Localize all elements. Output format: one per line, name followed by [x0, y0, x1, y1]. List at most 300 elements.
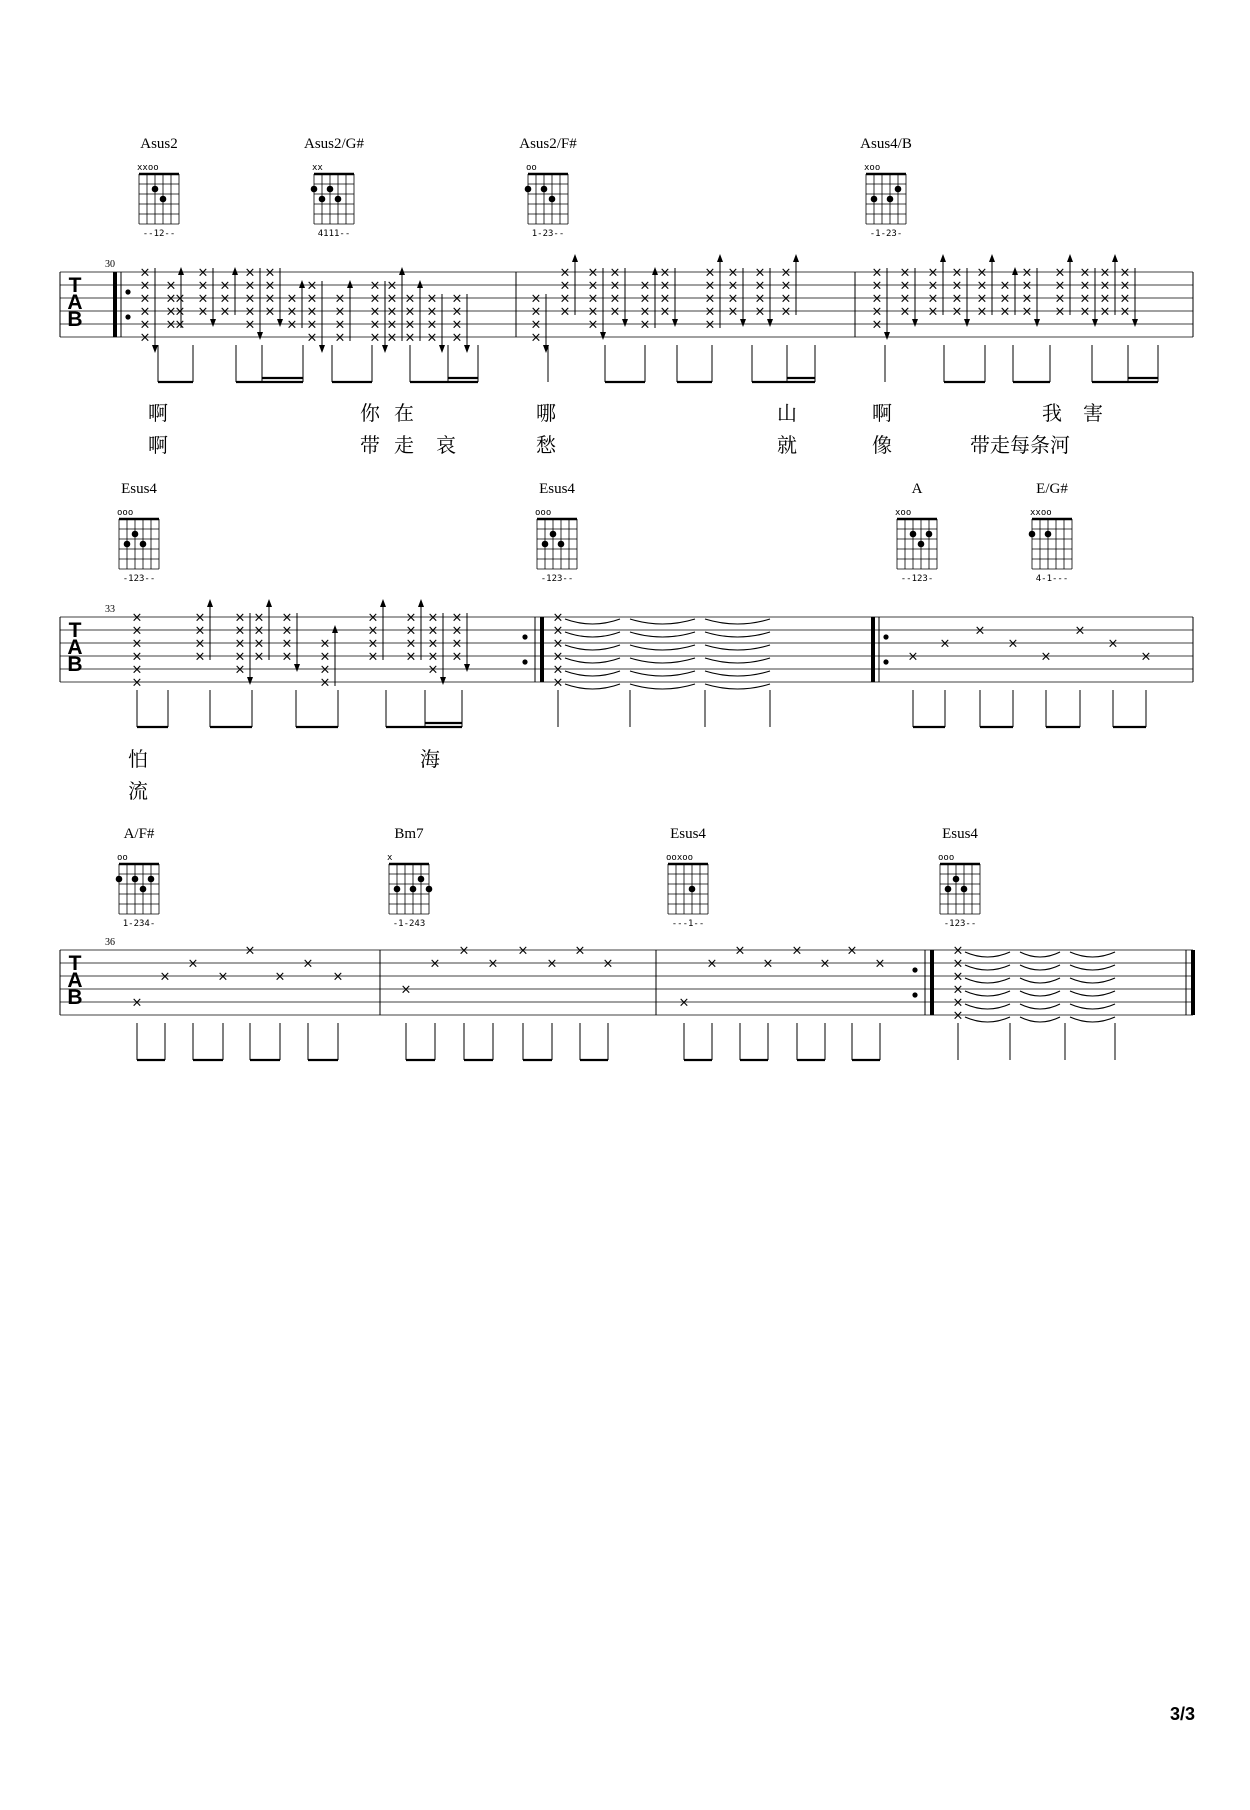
strum-x: ×	[976, 278, 988, 294]
chord-name: Esus4	[121, 481, 157, 497]
strum-x: ×	[427, 623, 439, 639]
lyrics	[128, 401, 1103, 803]
strum-x: ×	[609, 265, 621, 281]
arrow-head	[600, 332, 606, 340]
strum-x: ×	[369, 330, 381, 346]
tie	[565, 619, 620, 624]
chord-diagram	[304, 136, 365, 239]
tie	[1020, 1004, 1060, 1009]
arpeggio-x: ×	[574, 943, 586, 959]
strum-x: ×	[319, 636, 331, 652]
arpeggio-x: ×	[819, 956, 831, 972]
strum-x: ×	[871, 291, 883, 307]
tied-x: ×	[952, 1008, 964, 1024]
chord-open-marks: ooo	[535, 508, 552, 518]
strum-x: ×	[131, 636, 143, 652]
strum-x: ×	[927, 304, 939, 320]
finger-dot	[549, 196, 556, 203]
strum-x: ×	[369, 317, 381, 333]
lyric-line-2-syllable: 啊	[148, 433, 168, 457]
finger-dot	[926, 531, 933, 538]
tie	[1070, 1004, 1115, 1009]
tab-clef-letter: B	[67, 653, 83, 676]
measure-number: 36	[105, 937, 115, 948]
arrow-head	[1067, 254, 1073, 262]
chord-fingering: -123--	[943, 919, 977, 929]
strum-x: ×	[253, 623, 265, 639]
finger-dot	[124, 541, 131, 548]
arrow-head	[294, 664, 300, 672]
tie	[565, 658, 620, 663]
strum-x: ×	[286, 291, 298, 307]
arrow-head	[652, 267, 658, 275]
lyric-line-1-syllable: 哪	[536, 401, 556, 425]
chord-name: Asus2	[140, 136, 178, 152]
strum-x: ×	[999, 291, 1011, 307]
lyric-line-1-syllable: 我	[1042, 401, 1062, 425]
chord-name: Asus2/G#	[303, 136, 365, 152]
arrow-head	[767, 319, 773, 327]
finger-dot	[542, 541, 549, 548]
strum-x: ×	[306, 278, 318, 294]
repeat-dot	[912, 992, 917, 997]
lyric-line-2-syllable: 像	[872, 433, 892, 457]
strum-x: ×	[704, 304, 716, 320]
arrow-head	[672, 319, 678, 327]
strum-x: ×	[559, 291, 571, 307]
strum-x: ×	[927, 278, 939, 294]
strum-x: ×	[871, 278, 883, 294]
arpeggio-x: ×	[546, 956, 558, 972]
strum-x: ×	[530, 304, 542, 320]
strum-x: ×	[754, 278, 766, 294]
lyric-line-2-syllable: 带走每条河	[970, 433, 1070, 457]
strum-x: ×	[1021, 304, 1033, 320]
strum-x: ×	[264, 278, 276, 294]
chord-open-marks: oo	[526, 163, 537, 173]
finger-dot	[116, 876, 123, 883]
strum-x: ×	[1099, 278, 1111, 294]
arpeggio-x: ×	[874, 956, 886, 972]
strum-x: ×	[139, 291, 151, 307]
arpeggio-x: ×	[458, 943, 470, 959]
tied-x: ×	[952, 956, 964, 972]
arpeggio-x: ×	[159, 969, 171, 985]
tied-x: ×	[552, 662, 564, 678]
strum-x: ×	[704, 265, 716, 281]
arrow-head	[717, 254, 723, 262]
lyric-line-1-syllable: 怕	[128, 747, 148, 771]
arrow-head	[464, 345, 470, 353]
arrow-head	[210, 319, 216, 327]
chord-fingering: -1-243	[392, 919, 426, 929]
strum-x: ×	[639, 291, 651, 307]
strum-x: ×	[927, 291, 939, 307]
strum-x: ×	[334, 304, 346, 320]
lyric-line-2-syllable: 走	[394, 433, 414, 457]
strum-x: ×	[369, 278, 381, 294]
strum-x: ×	[197, 291, 209, 307]
strum-x: ×	[530, 330, 542, 346]
strum-x: ×	[405, 649, 417, 665]
arrow-head	[178, 267, 184, 275]
strum-x: ×	[1079, 304, 1091, 320]
strum-x: ×	[334, 330, 346, 346]
strum-x: ×	[131, 675, 143, 691]
strum-x: ×	[1119, 304, 1131, 320]
strum-x: ×	[451, 623, 463, 639]
strum-x: ×	[1021, 265, 1033, 281]
strum-x: ×	[451, 291, 463, 307]
strum-x: ×	[404, 291, 416, 307]
strum-x: ×	[427, 636, 439, 652]
tie	[1070, 978, 1115, 983]
lyric-line-2-syllable: 流	[128, 779, 148, 803]
strum-x: ×	[234, 610, 246, 626]
finger-dot	[418, 876, 425, 883]
strum-x: ×	[951, 304, 963, 320]
lyric-line-1-syllable: 你	[360, 401, 380, 425]
strum-x: ×	[369, 291, 381, 307]
strum-x: ×	[999, 278, 1011, 294]
strum-x: ×	[639, 304, 651, 320]
tie	[1070, 952, 1115, 957]
measure-number: 30	[105, 259, 115, 270]
chord-diagram	[938, 826, 980, 929]
strum-x: ×	[194, 610, 206, 626]
strum-x: ×	[306, 304, 318, 320]
chord-fingering: 4-1---	[1035, 574, 1069, 584]
strum-x: ×	[244, 291, 256, 307]
tab-staves	[60, 259, 1193, 1015]
tied-x: ×	[552, 649, 564, 665]
strum-x: ×	[404, 330, 416, 346]
page-number: 3/3	[1169, 1704, 1195, 1724]
strum-x: ×	[780, 278, 792, 294]
chord-name: A	[911, 481, 923, 497]
chord-open-marks: xx	[312, 163, 323, 173]
strum-x: ×	[386, 291, 398, 307]
strum-x: ×	[131, 610, 143, 626]
strum-x: ×	[427, 649, 439, 665]
arrow-head	[439, 345, 445, 353]
strum-x: ×	[165, 317, 177, 333]
finger-dot	[160, 196, 167, 203]
strum-x: ×	[704, 317, 716, 333]
finger-dot	[311, 186, 318, 193]
finger-dot	[410, 886, 417, 893]
chord-name: Asus2/F#	[519, 136, 577, 152]
lyric-line-2-syllable: 愁	[536, 433, 556, 457]
strum-x: ×	[174, 304, 186, 320]
strum-x: ×	[976, 304, 988, 320]
chord-fingering: 1-234-	[122, 919, 156, 929]
strum-x: ×	[139, 330, 151, 346]
tab-clef-letter: B	[67, 986, 83, 1009]
strum-x: ×	[319, 675, 331, 691]
arrow-head	[207, 599, 213, 607]
tied-x: ×	[552, 610, 564, 626]
strum-x: ×	[253, 649, 265, 665]
tab-clef-letter: A	[67, 969, 83, 992]
tie	[1020, 1017, 1060, 1022]
arpeggio-x: ×	[1140, 649, 1152, 665]
tie	[965, 965, 1010, 970]
strum-x: ×	[976, 291, 988, 307]
arrow-head	[1034, 319, 1040, 327]
strum-x: ×	[367, 623, 379, 639]
strum-x: ×	[451, 304, 463, 320]
chord-diagram	[666, 826, 708, 929]
tie	[630, 632, 695, 637]
strum-x: ×	[1054, 291, 1066, 307]
arrow-head	[380, 599, 386, 607]
lyric-line-1-syllable: 在	[394, 401, 414, 425]
tab-clef-letter: T	[68, 619, 82, 642]
strum-x: ×	[319, 662, 331, 678]
chord-open-marks: ooo	[938, 853, 955, 863]
strum-x: ×	[1079, 278, 1091, 294]
strum-x: ×	[367, 649, 379, 665]
strum-x: ×	[219, 304, 231, 320]
strum-x: ×	[131, 623, 143, 639]
strum-x: ×	[426, 317, 438, 333]
strum-x: ×	[587, 265, 599, 281]
tie	[705, 645, 770, 650]
finger-dot	[550, 531, 557, 538]
strum-x: ×	[727, 278, 739, 294]
strum-x: ×	[219, 278, 231, 294]
strum-x: ×	[899, 304, 911, 320]
strum-x: ×	[780, 304, 792, 320]
tie	[1070, 1017, 1115, 1022]
arrow-head	[277, 319, 283, 327]
strum-x: ×	[426, 330, 438, 346]
strum-x: ×	[559, 265, 571, 281]
arpeggio-x: ×	[1074, 623, 1086, 639]
strum-x: ×	[659, 304, 671, 320]
strum-x: ×	[367, 636, 379, 652]
finger-dot	[132, 531, 139, 538]
finger-dot	[426, 886, 433, 893]
arpeggio-x: ×	[1040, 649, 1052, 665]
arrow-head	[1132, 319, 1138, 327]
strum-x: ×	[1119, 265, 1131, 281]
strum-x: ×	[139, 317, 151, 333]
arpeggio-x: ×	[706, 956, 718, 972]
strum-x: ×	[659, 291, 671, 307]
finger-dot	[152, 186, 159, 193]
strum-x: ×	[234, 636, 246, 652]
chord-open-marks: xxoo	[1030, 508, 1052, 518]
strum-x: ×	[264, 291, 276, 307]
strum-x: ×	[976, 265, 988, 281]
tie	[630, 671, 695, 676]
arrow-head	[152, 345, 158, 353]
tie	[965, 991, 1010, 996]
finger-dot	[945, 886, 952, 893]
strum-x: ×	[951, 278, 963, 294]
finger-dot	[394, 886, 401, 893]
strum-x: ×	[197, 265, 209, 281]
arrow-head	[399, 267, 405, 275]
strum-x: ×	[951, 291, 963, 307]
strum-x: ×	[139, 304, 151, 320]
strum-x: ×	[281, 610, 293, 626]
chord-open-marks: xoo	[864, 163, 881, 173]
tie	[565, 645, 620, 650]
strum-x: ×	[334, 317, 346, 333]
arpeggio-x: ×	[400, 982, 412, 998]
strum-x: ×	[286, 317, 298, 333]
tied-x: ×	[952, 995, 964, 1011]
strum-x: ×	[131, 649, 143, 665]
chord-name: Esus4	[670, 826, 706, 842]
strum-x: ×	[306, 317, 318, 333]
strum-x: ×	[194, 636, 206, 652]
chord-open-marks: ooxoo	[666, 853, 694, 863]
tie	[630, 658, 695, 663]
finger-dot	[689, 886, 696, 893]
lyric-line-1-syllable: 害	[1083, 401, 1103, 425]
strum-x: ×	[427, 662, 439, 678]
tie	[565, 632, 620, 637]
chord-name: Esus4	[539, 481, 575, 497]
strum-x: ×	[264, 304, 276, 320]
arrow-head	[989, 254, 995, 262]
strum-x: ×	[264, 265, 276, 281]
strum-x: ×	[587, 291, 599, 307]
tab-clef-letter: B	[67, 308, 83, 331]
tie	[705, 658, 770, 663]
arrow-head	[464, 664, 470, 672]
arrow-head	[417, 280, 423, 288]
tie	[1020, 978, 1060, 983]
arpeggio-x: ×	[734, 943, 746, 959]
chord-name: Esus4	[942, 826, 978, 842]
finger-dot	[148, 876, 155, 883]
strum-x: ×	[386, 330, 398, 346]
strum-x: ×	[754, 265, 766, 281]
strum-x: ×	[609, 278, 621, 294]
strum-x: ×	[639, 278, 651, 294]
strum-x: ×	[405, 623, 417, 639]
finger-dot	[132, 876, 139, 883]
chord-fingering: -1-23-	[869, 229, 903, 239]
strum-x: ×	[426, 291, 438, 307]
strum-x: ×	[165, 304, 177, 320]
finger-dot	[910, 531, 917, 538]
strum-x: ×	[727, 291, 739, 307]
arpeggio-x: ×	[517, 943, 529, 959]
strum-x: ×	[244, 265, 256, 281]
strum-x: ×	[219, 291, 231, 307]
strum-x: ×	[281, 636, 293, 652]
arrow-head	[332, 625, 338, 633]
chord-name: A/F#	[123, 826, 155, 842]
strum-x: ×	[999, 304, 1011, 320]
strum-x: ×	[131, 662, 143, 678]
strum-x: ×	[1054, 278, 1066, 294]
finger-dot	[525, 186, 532, 193]
finger-dot	[918, 541, 925, 548]
strum-x: ×	[306, 330, 318, 346]
strum-x: ×	[530, 291, 542, 307]
strum-x: ×	[386, 304, 398, 320]
tie	[1070, 991, 1115, 996]
arrow-head	[940, 254, 946, 262]
strum-x: ×	[780, 265, 792, 281]
measure-number: 33	[105, 604, 115, 615]
finger-dot	[335, 196, 342, 203]
tie	[705, 632, 770, 637]
chord-open-marks: xxoo	[137, 163, 159, 173]
finger-dot	[319, 196, 326, 203]
tie	[1070, 965, 1115, 970]
strum-x: ×	[559, 278, 571, 294]
tied-x: ×	[552, 636, 564, 652]
arpeggio-x: ×	[217, 969, 229, 985]
chord-diagram	[535, 481, 577, 584]
tie	[565, 671, 620, 676]
tie	[705, 684, 770, 689]
strum-x: ×	[234, 662, 246, 678]
strum-x: ×	[174, 291, 186, 307]
chord-fingering: 4111--	[317, 229, 351, 239]
chord-fingering: -123--	[540, 574, 574, 584]
arpeggio-x: ×	[131, 995, 143, 1011]
strum-x: ×	[727, 304, 739, 320]
strum-x: ×	[334, 291, 346, 307]
finger-dot	[887, 196, 894, 203]
strum-x: ×	[404, 317, 416, 333]
chord-diagram	[137, 136, 179, 239]
arpeggio-x: ×	[487, 956, 499, 972]
chord-diagrams	[116, 136, 1072, 929]
arpeggio-x: ×	[791, 943, 803, 959]
strum-x: ×	[639, 317, 651, 333]
chord-diagram	[860, 136, 912, 239]
lyric-line-2-syllable: 带	[360, 433, 380, 457]
arrow-head	[319, 345, 325, 353]
tied-x: ×	[952, 969, 964, 985]
strum-x: ×	[899, 278, 911, 294]
strum-x: ×	[405, 610, 417, 626]
strum-x: ×	[1079, 265, 1091, 281]
strum-x: ×	[609, 304, 621, 320]
strum-x: ×	[587, 304, 599, 320]
strum-x: ×	[754, 304, 766, 320]
strum-x: ×	[281, 623, 293, 639]
strum-x: ×	[1054, 304, 1066, 320]
chord-name: Asus4/B	[860, 136, 912, 152]
repeat-dot	[125, 314, 130, 319]
lyric-line-1-syllable: 海	[420, 747, 440, 771]
strum-x: ×	[197, 278, 209, 294]
arpeggio-x: ×	[1007, 636, 1019, 652]
strum-x: ×	[1021, 278, 1033, 294]
arrow-head	[382, 345, 388, 353]
repeat-dot	[912, 967, 917, 972]
chord-fingering: 1-23--	[531, 229, 565, 239]
finger-dot	[1029, 531, 1036, 538]
strum-x: ×	[871, 317, 883, 333]
arpeggio-x: ×	[846, 943, 858, 959]
finger-dot	[140, 886, 147, 893]
chord-fingering: -123--	[122, 574, 156, 584]
repeat-dot	[522, 634, 527, 639]
strum-x: ×	[244, 317, 256, 333]
